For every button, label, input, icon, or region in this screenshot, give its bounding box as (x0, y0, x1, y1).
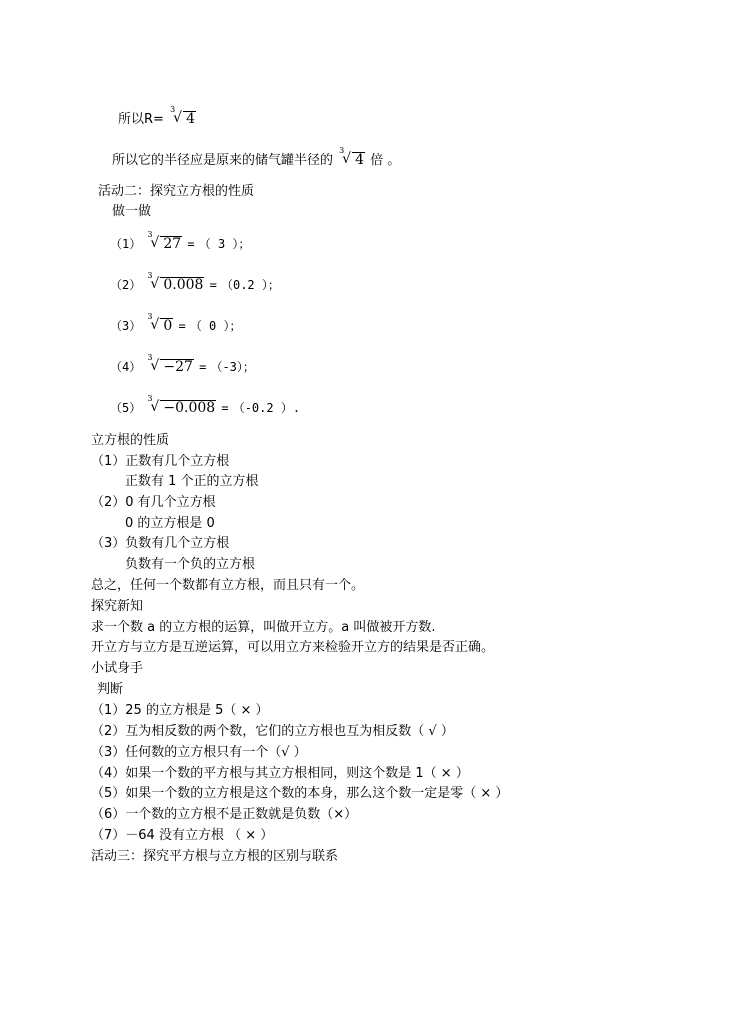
item-label: （3） (110, 319, 142, 333)
equals-sign: = (199, 360, 207, 374)
judgement-item: （5）如果一个数的立方根是这个数的本身，那么这个数一定是零（ × ） (91, 786, 509, 801)
properties-title: 立方根的性质 (91, 433, 170, 448)
radical-sign-icon: √ (150, 235, 160, 251)
cube-root-expression (339, 146, 365, 169)
radicand: 4 (352, 152, 365, 168)
judgement-item: （7）－64 没有立方根 （ × ） (91, 828, 274, 843)
item-label: （4） (110, 360, 142, 374)
item-label: （2） (110, 278, 142, 292)
cube-root-expression (147, 230, 182, 253)
judgement-item: （3）任何数的立方根只有一个（√ ） (91, 745, 307, 760)
equals-sign: = (178, 319, 186, 333)
item-answer: （0.2 ）； (220, 278, 280, 292)
cube-root-expression (147, 312, 173, 335)
item-answer: （-0.2 ）. (232, 401, 301, 415)
root-index: 3 (339, 146, 345, 155)
cube-root-expression (147, 271, 204, 294)
intro-line-1 (118, 105, 197, 128)
radical-sign-icon: √ (150, 399, 160, 415)
root-index: 3 (147, 312, 153, 321)
judgement-item: （4）如果一个数的平方根与其立方根相同，则这个数是 1（ × ） (91, 766, 469, 781)
radicand: 0 (160, 318, 173, 334)
radicand: −27 (160, 359, 194, 375)
radicand: 0.008 (160, 277, 204, 293)
explore-line: 求一个数 a 的立方根的运算，叫做开立方。a 叫做被开方数. (91, 620, 436, 635)
root-index: 3 (147, 271, 153, 280)
exercise-item (110, 230, 251, 253)
exercise-item (110, 312, 242, 335)
item-answer: （-3）； (210, 360, 255, 374)
intro-text: 所以它的半径应是原来的储气罐半径的 (112, 153, 334, 168)
exercise-item (110, 353, 255, 376)
cube-root-expression (147, 394, 216, 417)
property-answer: 负数有一个负的立方根 (125, 557, 256, 572)
radicand: −0.008 (160, 400, 216, 416)
judgement-item: （2）互为相反数的两个数，它们的立方根也互为相反数（ √ ） (91, 724, 454, 739)
item-answer: （ 3 ）； (198, 237, 251, 251)
explore-line: 开立方与立方是互逆运算，可以用立方来检验开立方的结果是否正确。 (91, 640, 495, 655)
item-label: （5） (110, 401, 142, 415)
radicand: 27 (160, 236, 182, 252)
activity2-subtitle: 做一做 (112, 204, 152, 219)
radicand: 4 (183, 111, 196, 127)
judgement-item: （1）25 的立方根是 5（ × ） (91, 703, 269, 718)
property-answer: 正数有 1 个正的立方根 (125, 474, 259, 489)
radical-sign-icon: √ (150, 358, 160, 374)
intro-text: 倍 。 (370, 153, 401, 168)
radical-sign-icon: √ (173, 110, 182, 126)
intro-line-2 (112, 146, 401, 169)
property-answer: 0 的立方根是 0 (125, 516, 215, 531)
cube-root-expression (147, 353, 194, 376)
exercise-item (110, 394, 301, 417)
property-question: （1）正数有几个立方根 (91, 454, 230, 469)
equals-sign: = (221, 401, 229, 415)
activity3-title: 活动三：探究平方根与立方根的区别与联系 (91, 849, 339, 864)
equals-sign: = (187, 237, 195, 251)
equals-sign: = (209, 278, 217, 292)
root-index: 3 (147, 394, 153, 403)
item-label: （1） (110, 237, 142, 251)
property-question: （2）0 有几个立方根 (91, 495, 216, 510)
activity2-title: 活动二：探究立方根的性质 (98, 184, 255, 199)
radical-sign-icon: √ (150, 317, 160, 333)
exercise-item (110, 271, 280, 294)
root-index: 3 (147, 230, 153, 239)
explore-title: 探究新知 (91, 599, 144, 614)
item-answer: （ 0 ）； (189, 319, 242, 333)
property-question: （3）负数有几个立方根 (91, 536, 230, 551)
practice-title: 小试身手 (91, 661, 144, 676)
radical-sign-icon: √ (342, 151, 352, 167)
root-index: 3 (170, 105, 176, 114)
cube-root-expression (170, 105, 196, 128)
practice-subtitle: 判断 (97, 682, 124, 697)
root-index: 3 (147, 353, 153, 362)
judgement-item: （6）一个数的立方根不是正数就是负数（×） (91, 807, 358, 822)
radical-sign-icon: √ (150, 276, 160, 292)
intro-text: 所以R= (118, 112, 164, 127)
property-summary: 总之，任何一个数都有立方根，而且只有一个。 (91, 578, 365, 593)
